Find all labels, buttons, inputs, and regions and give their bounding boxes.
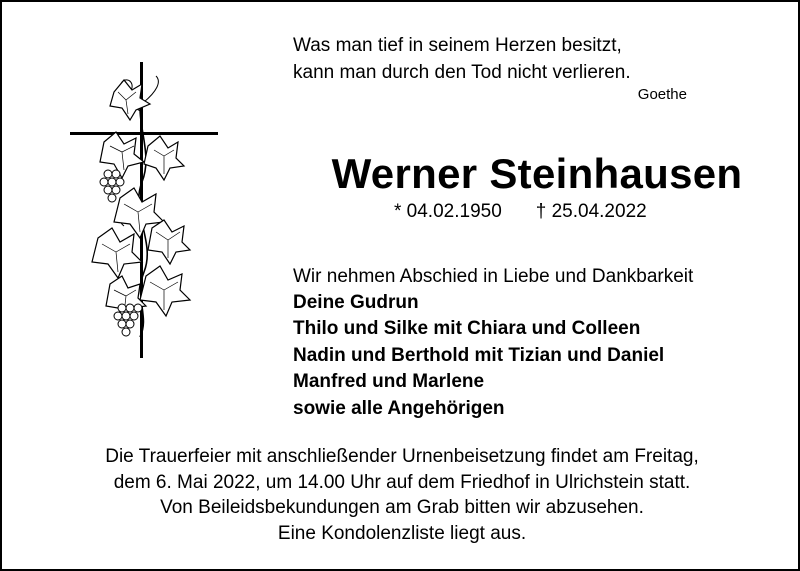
mourner-line: Nadin und Berthold mit Tizian und Daniel [293,344,665,366]
quote [293,32,631,86]
quote-line-1: Was man tief in seinem Herzen besitzt, [293,35,622,56]
quote-author: Goethe [637,86,687,103]
cross-with-grapevine-icon [64,62,224,367]
mourner-line: Deine Gudrun [293,292,419,313]
notice-line-3: Von Beileidsbekundungen am Grab bitten wir abzusehen. [160,497,644,518]
notice-line-4: Eine Kondolenzliste liegt aus. [277,522,527,544]
notice-line-2: dem 6. Mai 2022, um 14.00 Uhr auf dem Friedhof in Ulrichstein statt. [113,471,691,493]
birth-date: * 04.02.1950 [394,201,502,222]
notice-line-1: Die Trauerfeier mit anschließender Urnenbeisetzung findet am Freitag, [105,446,699,467]
mourner-line: Manfred und Marlene [293,371,485,393]
deceased-name: Werner Steinhausen [331,150,743,197]
mourners-list [293,290,664,422]
mourner-line: sowie alle Angehörigen [293,397,505,419]
quote-line-2: kann man durch den Tod nicht verlieren. [293,62,631,83]
death-date: † 25.04.2022 [535,201,647,222]
life-dates [394,201,647,223]
mourner-line: Thilo und Silke mit Chiara und Colleen [293,318,641,340]
farewell-line: Wir nehmen Abschied in Liebe und Dankbarkeit [293,266,694,287]
funeral-notice [22,444,782,546]
